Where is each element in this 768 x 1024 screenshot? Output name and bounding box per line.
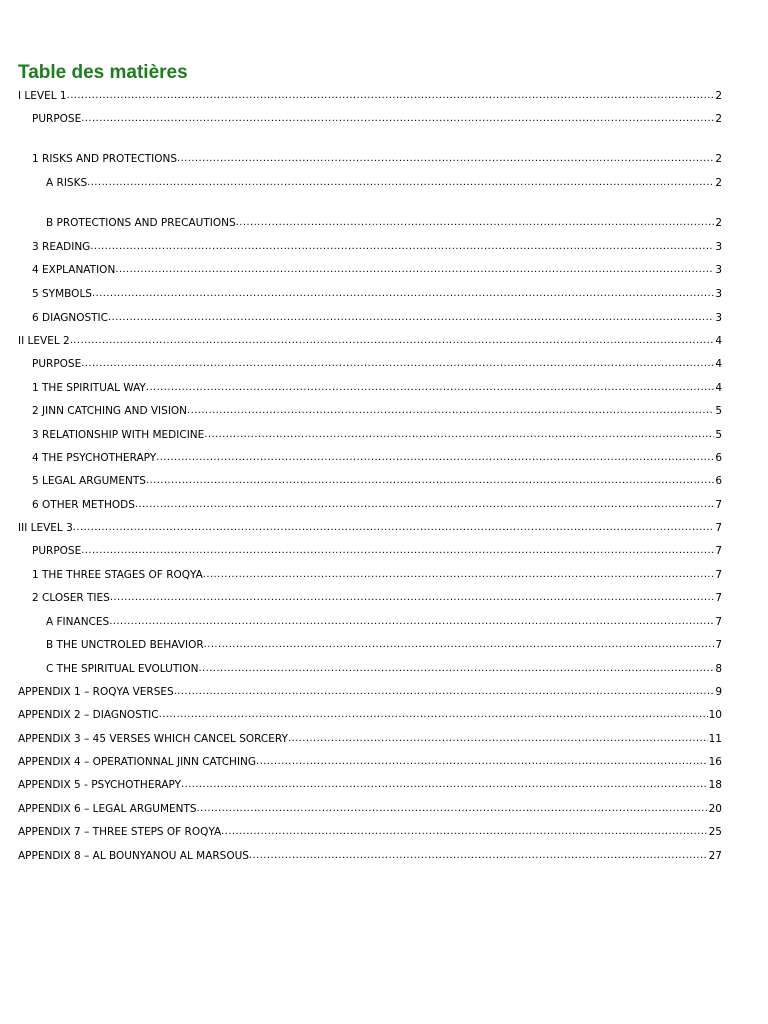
toc-dot-leader [109,615,714,629]
toc-entry-label: B THE UNCTROLED BEHAVIOR [46,639,204,651]
toc-entry[interactable] [32,381,722,395]
toc-entry-label: PURPOSE [32,113,82,125]
toc-dot-leader [177,152,714,166]
toc-dot-leader [87,176,714,190]
toc-entry[interactable] [32,311,722,325]
toc-dot-leader [108,311,714,325]
toc-page-number: 3 [715,241,722,253]
toc-entry[interactable] [32,404,722,418]
toc-entry[interactable] [32,428,722,442]
toc-entry[interactable] [18,825,722,839]
toc-page-number: 18 [708,779,722,791]
toc-entry-label: I LEVEL 1 [18,90,67,102]
toc-entry-label: APPENDIX 3 – 45 VERSES WHICH CANCEL SORCERY [18,733,288,745]
toc-entry[interactable] [32,474,722,488]
toc-dot-leader [197,802,708,816]
toc-entry-label: C THE SPIRITUAL EVOLUTION [46,663,199,675]
toc-dot-leader [159,708,708,722]
toc-entry-label: 3 READING [32,241,91,253]
toc-dot-leader [73,521,715,535]
toc-page-number: 4 [715,358,722,370]
toc-entry[interactable] [46,176,722,190]
toc-page-number: 3 [715,312,722,324]
toc-entry-label: 1 RISKS AND PROTECTIONS [32,153,177,165]
toc-page-number: 2 [715,153,722,165]
toc-dot-leader [203,568,715,582]
toc-entry-label: APPENDIX 1 – ROQYA VERSES [18,686,174,698]
toc-entry[interactable] [32,544,722,558]
toc-dot-leader [70,334,715,348]
toc-page-number: 6 [715,475,722,487]
toc-dot-leader [204,638,715,652]
toc-entry[interactable] [18,732,722,746]
toc-dot-leader [187,404,714,418]
toc-entry[interactable] [18,708,722,722]
toc-page-number: 9 [715,686,722,698]
toc-page-number: 4 [715,335,722,347]
toc-entry-label: 5 LEGAL ARGUMENTS [32,475,146,487]
toc-entry-label: 6 DIAGNOSTIC [32,312,108,324]
toc-dot-leader [81,357,714,371]
toc-dot-leader [146,474,714,488]
toc-entry-label: APPENDIX 7 – THREE STEPS OF ROQYA [18,826,222,838]
toc-entry[interactable] [18,802,722,816]
toc-title: Table des matières [18,62,188,83]
toc-entry-label: APPENDIX 2 – DIAGNOSTIC [18,709,159,721]
toc-entry[interactable] [32,451,722,465]
toc-page-number: 5 [715,429,722,441]
toc-page-number: 3 [715,288,722,300]
toc-entry[interactable] [18,521,722,535]
toc-dot-leader [135,498,714,512]
toc-entry-label: 1 THE SPIRITUAL WAY [32,382,146,394]
toc-entry-label: A RISKS [46,177,88,189]
toc-page-number: 7 [715,592,722,604]
toc-entry[interactable] [46,615,722,629]
toc-page-number: 8 [715,663,722,675]
toc-entry[interactable] [18,849,722,863]
toc-entry-label: PURPOSE [32,358,82,370]
toc-page-number: 4 [715,382,722,394]
toc-entry-label: 3 RELATIONSHIP WITH MEDICINE [32,429,205,441]
toc-dot-leader [256,755,708,769]
toc-entry-label: II LEVEL 2 [18,335,70,347]
toc-page-number: 2 [715,90,722,102]
toc-entry-label: III LEVEL 3 [18,522,73,534]
toc-dot-leader [110,591,714,605]
toc-page-number: 7 [715,616,722,628]
toc-entry-label: 4 THE PSYCHOTHERAPY [32,452,157,464]
toc-page-number: 16 [708,756,722,768]
toc-dot-leader [146,381,714,395]
toc-entry[interactable] [46,662,722,676]
toc-entry[interactable] [32,112,722,126]
toc-dot-leader [81,112,714,126]
toc-entry[interactable] [18,334,722,348]
toc-page-number: 2 [715,177,722,189]
toc-page-number: 2 [715,217,722,229]
toc-entry[interactable] [46,638,722,652]
toc-page-number: 3 [715,264,722,276]
toc-entry-label: APPENDIX 8 – AL BOUNYANOU AL MARSOUS [18,850,249,862]
toc-page-number: 10 [708,709,722,721]
toc-page-number: 7 [715,545,722,557]
toc-dot-leader [156,451,714,465]
toc-entry-label: 1 THE THREE STAGES OF ROQYA [32,569,203,581]
toc-page-number: 7 [715,499,722,511]
toc-entry[interactable] [32,357,722,371]
toc-dot-leader [204,428,714,442]
toc-entry-label: A FINANCES [46,616,110,628]
toc-entry[interactable] [18,685,722,699]
toc-entry-label: 6 OTHER METHODS [32,499,135,511]
toc-entry[interactable] [32,591,722,605]
toc-page-number: 27 [708,850,722,862]
toc-dot-leader [92,287,714,301]
toc-entry[interactable] [18,89,722,103]
toc-dot-leader [81,544,714,558]
toc-entry[interactable] [18,755,722,769]
toc-dot-leader [174,685,715,699]
toc-page-number: 25 [708,826,722,838]
toc-dot-leader [67,89,715,103]
toc-page-number: 6 [715,452,722,464]
toc-page-number: 7 [715,569,722,581]
toc-entry-label: 2 JINN CATCHING AND VISION [32,405,188,417]
toc-entry[interactable] [32,263,722,277]
toc-entry-label: APPENDIX 4 – OPERATIONNAL JINN CATCHING [18,756,257,768]
toc-dot-leader [288,732,708,746]
toc-dot-leader [249,849,708,863]
toc-entry[interactable] [32,152,722,166]
toc-dot-leader [236,216,715,230]
toc-page-number: 20 [708,803,722,815]
toc-page-number: 7 [715,522,722,534]
toc-dot-leader [221,825,707,839]
toc-page-number: 7 [715,639,722,651]
toc-entry-label: APPENDIX 6 – LEGAL ARGUMENTS [18,803,197,815]
toc-entry-label: 4 EXPLANATION [32,264,116,276]
toc-page-number: 11 [708,733,722,745]
toc-entry-label: APPENDIX 5 - PSYCHOTHERAPY [18,779,182,791]
toc-entry-label: 2 CLOSER TIES [32,592,110,604]
toc-entry[interactable] [32,498,722,512]
toc-dot-leader [90,240,714,254]
toc-entry-label: PURPOSE [32,545,82,557]
toc-dot-leader [115,263,714,277]
toc-entry[interactable] [32,287,722,301]
toc-entry[interactable] [18,778,722,792]
toc-entry[interactable] [32,240,722,254]
toc-page-number: 2 [715,113,722,125]
toc-entry-label: B PROTECTIONS AND PRECAUTIONS [46,217,236,229]
toc-entry[interactable] [32,568,722,582]
toc-entry-label: 5 SYMBOLS [32,288,92,300]
toc-page-number: 5 [715,405,722,417]
toc-dot-leader [198,662,714,676]
toc-dot-leader [181,778,708,792]
toc-entry[interactable] [46,216,722,230]
